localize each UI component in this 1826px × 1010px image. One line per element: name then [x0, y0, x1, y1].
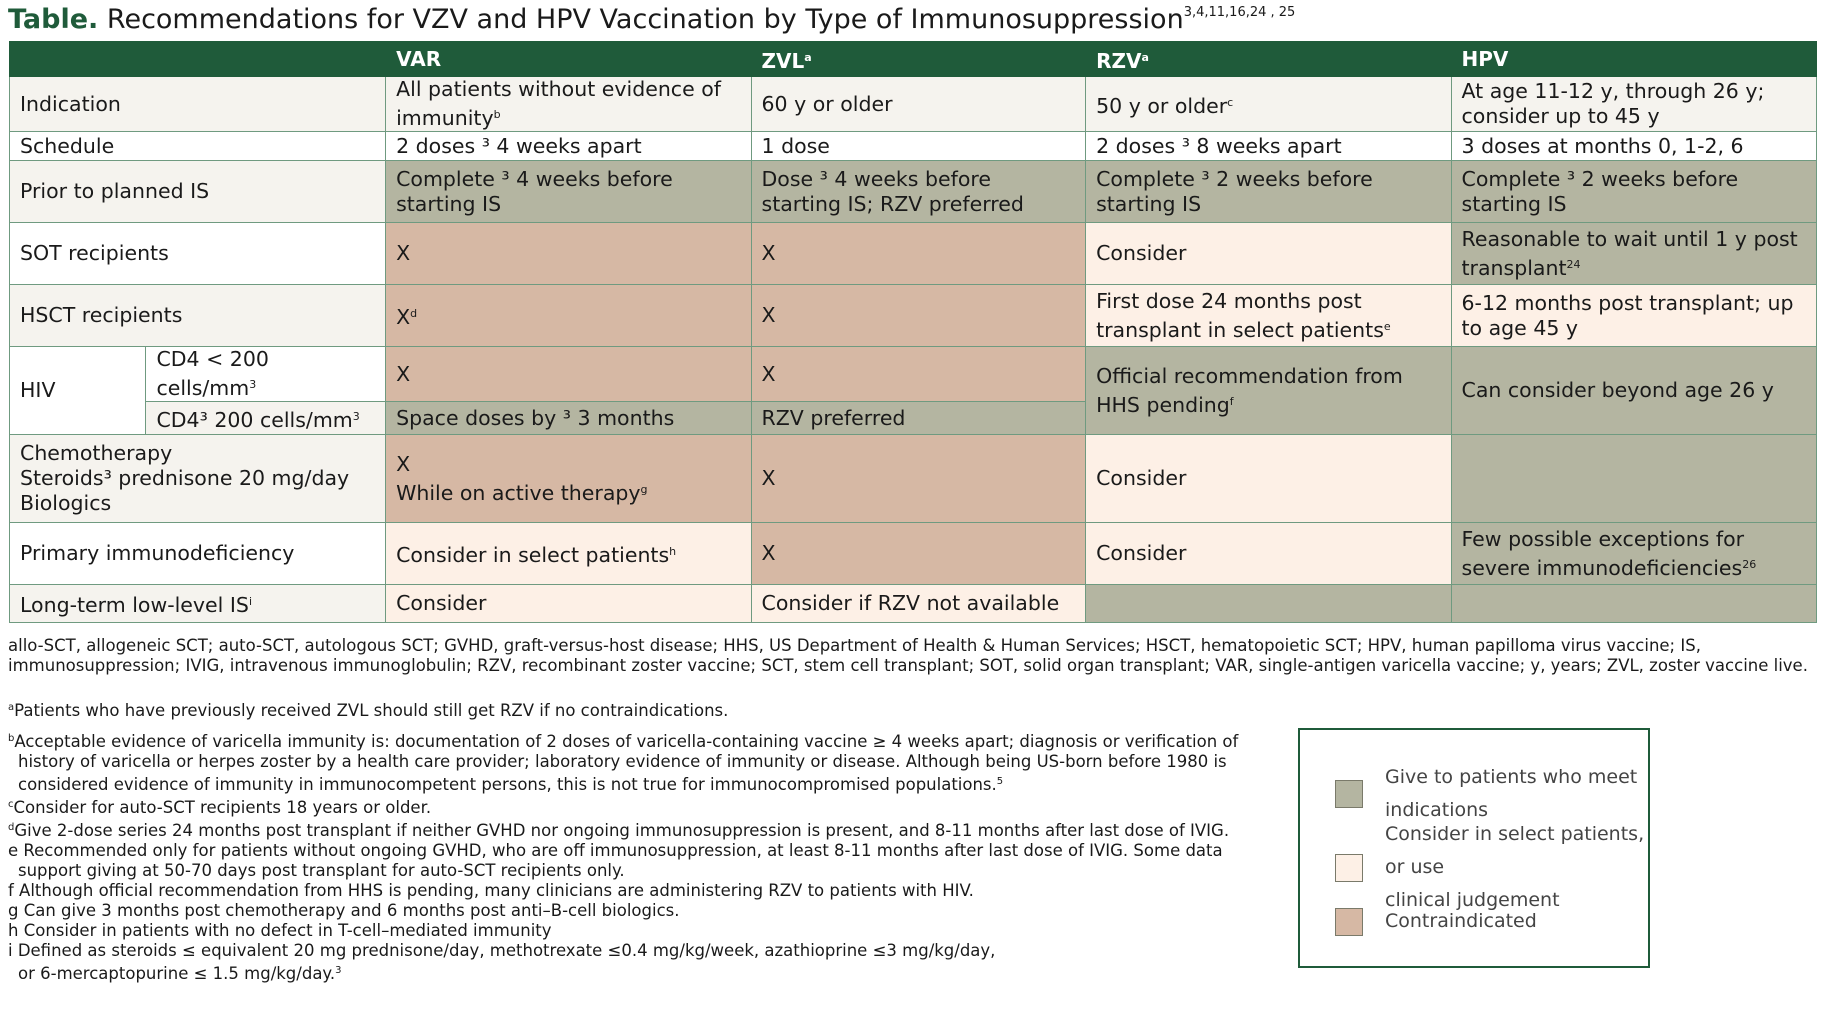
- cell-var: X: [386, 347, 751, 402]
- legend-item-contra: [1335, 905, 1537, 938]
- cell-rzv: Consider: [1086, 223, 1451, 285]
- cell-var: Consider in select patients$^h$: [386, 523, 751, 585]
- cell-hpv: 3 doses at months 0, 1-2, 6: [1451, 132, 1816, 161]
- cell-zvl: 60 y or older: [751, 77, 1086, 132]
- sublabel-cd4-low: CD4 < 200 cells/$mm^3$: [146, 347, 386, 402]
- header-hpv: HPV: [1451, 42, 1816, 77]
- cell-rzv: Complete ³ 2 weeks before starting IS: [1086, 161, 1451, 223]
- cell-var: X While on active therapy$^g$: [386, 435, 751, 523]
- row-hiv-low: [10, 347, 1817, 402]
- row-label-hiv: HIV: [10, 347, 146, 435]
- abbreviations-line: allo-SCT, allogeneic SCT; auto-SCT, autologous SCT; GVHD, graft-versus-host disease; HHS, US Department of Health & Human Services; HSCT, hematopoietic SCT; HPV, human papilloma virus vaccine; IS,: [8, 636, 1701, 655]
- footnote-b-cont: history of varicella or herpes zoster by a health care provider; laboratory evidence of immunity or disease. Although being US-born before 1980 is: [18, 752, 1227, 771]
- row-hsct: [10, 285, 1817, 347]
- cell-var: Consider: [386, 585, 751, 623]
- row-label: SOT recipients: [10, 223, 386, 285]
- row-label: Primary immunodeficiency: [10, 523, 386, 585]
- legend-label: Contraindicated: [1385, 910, 1537, 932]
- row-label: Chemotherapy Steroids³ prednisone 20 mg/day Biologics: [10, 435, 386, 523]
- footnotes: [8, 698, 1238, 984]
- row-longterm: [10, 585, 1817, 623]
- footnote-g: g Can give 3 months post chemotherapy and 6 months post anti–B-cell biologics.: [8, 901, 680, 920]
- legend-swatch-give: [1335, 780, 1363, 808]
- cell-hpv: At age 11-12 y, through 26 y; consider up to 45 y: [1451, 77, 1816, 132]
- legend-item-consider: [1335, 818, 1648, 917]
- cell-zvl: X: [751, 347, 1086, 402]
- legend-label: Give to patients who meet indications: [1385, 766, 1638, 821]
- header-row: [10, 42, 1817, 77]
- header-var: VAR: [386, 42, 751, 77]
- cell-zvl: RZV preferred: [751, 402, 1086, 435]
- footnote-e-cont: support giving at 50-70 days post transplant for auto-SCT recipients only.: [18, 861, 625, 880]
- cell-rzv: Consider: [1086, 523, 1451, 585]
- cell-hpv: [1451, 435, 1816, 523]
- footnote-c: $^c$Consider for auto-SCT recipients 18 years or older.: [8, 798, 432, 817]
- abbreviations: [8, 636, 1808, 676]
- cell-hpv: Reasonable to wait until 1 y post transplant$^{24}$: [1451, 223, 1816, 285]
- footnote-f: f Although official recommendation from HHS is pending, many clinicians are administering RZV to patients with HIV.: [8, 881, 974, 900]
- cell-rzv: [1086, 585, 1451, 623]
- footnote-a: $^a$Patients who have previously received ZVL should still get RZV if no contraindications.: [8, 701, 729, 720]
- cell-hpv: [1451, 585, 1816, 623]
- header-rzv: RZV$^a$: [1086, 42, 1451, 77]
- footnote-b-cont: considered evidence of immunity in immunocompetent persons, this is not true for immunocompromised populations.$^5$: [18, 775, 1004, 794]
- header-zvl: ZVL$^a$: [751, 42, 1086, 77]
- cell-var: $X^d$: [386, 285, 751, 347]
- cell-rzv: Official recommendation from HHS pending$^f$: [1086, 347, 1451, 435]
- cell-zvl: 1 dose: [751, 132, 1086, 161]
- cell-zvl: X: [751, 223, 1086, 285]
- cell-hpv: Can consider beyond age 26 y: [1451, 347, 1816, 435]
- legend-swatch-contra: [1335, 908, 1363, 936]
- row-indication: [10, 77, 1817, 132]
- row-sot: [10, 223, 1817, 285]
- title-text: Recommendations for VZV and HPV Vaccination by Type of Immunosuppression: [106, 4, 1184, 35]
- footnote-i-cont: or 6-mercaptopurine ≤ 1.5 mg/kg/day.$^3$: [18, 964, 342, 983]
- row-chemo: [10, 435, 1817, 523]
- footnote-h: h Consider in patients with no defect in T-cell–mediated immunity: [8, 921, 552, 940]
- cell-var: Space doses by ³ 3 months: [386, 402, 751, 435]
- legend-swatch-consider: [1335, 854, 1363, 882]
- row-label: Indication: [10, 77, 386, 132]
- vaccination-table: [9, 41, 1817, 623]
- row-label: Schedule: [10, 132, 386, 161]
- row-label: Long-term low-level $IS^i$: [10, 585, 386, 623]
- footnote-d: $^d$Give 2-dose series 24 months post transplant if neither GVHD nor ongoing immunosuppression is present, and 8-11 months after last dose of IVIG.: [8, 821, 1230, 840]
- row-prior: [10, 161, 1817, 223]
- row-label: Prior to planned IS: [10, 161, 386, 223]
- cell-zvl: Consider if RZV not available: [751, 585, 1086, 623]
- abbreviations-line: immunosuppression; IVIG, intravenous immunoglobulin; RZV, recombinant zoster vaccine; SCT, stem cell transplant; SOT, solid organ transplant; VAR, single-antigen varicella vaccine; y, years; ZVL, zoster vaccine live.: [8, 656, 1808, 675]
- legend-label: Consider in select patients, or use clinical judgement: [1385, 823, 1645, 911]
- cell-var: Complete ³ 4 weeks before starting IS: [386, 161, 751, 223]
- footnote-b: $^b$Acceptable evidence of varicella immunity is: documentation of 2 doses of varicella-containing vaccine ≥ 4 weeks apart; diagnosis or verification of: [8, 732, 1239, 751]
- cell-var: X: [386, 223, 751, 285]
- row-label: HSCT recipients: [10, 285, 386, 347]
- cell-rzv: 50 y or older$^c$: [1086, 77, 1451, 132]
- row-primary: [10, 523, 1817, 585]
- cell-hpv: 6-12 months post transplant; up to age 45 y: [1451, 285, 1816, 347]
- title-lead: Table.: [8, 4, 99, 35]
- cell-zvl: X: [751, 285, 1086, 347]
- cell-var: 2 doses ³ 4 weeks apart: [386, 132, 751, 161]
- cell-rzv: 2 doses ³ 8 weeks apart: [1086, 132, 1451, 161]
- legend: [1298, 728, 1650, 968]
- table-title: [8, 4, 1295, 35]
- row-schedule: [10, 132, 1817, 161]
- cell-var: All patients without evidence of immunity$^b$: [386, 77, 751, 132]
- cell-zvl: X: [751, 523, 1086, 585]
- footnote-e: e Recommended only for patients without ongoing GVHD, who are off immunosuppression, at least 8-11 months after last dose of IVIG. Some data: [8, 841, 1223, 860]
- sublabel-cd4-high: CD4³ 200 cells/$mm^3$: [146, 402, 386, 435]
- cell-hpv: Few possible exceptions for severe immunodeficiencies$^{26}$: [1451, 523, 1816, 585]
- cell-zvl: X: [751, 435, 1086, 523]
- cell-hpv: Complete ³ 2 weeks before starting IS: [1451, 161, 1816, 223]
- cell-zvl: Dose ³ 4 weeks before starting IS; RZV preferred: [751, 161, 1086, 223]
- cell-rzv: Consider: [1086, 435, 1451, 523]
- footnote-i: i Defined as steroids ≤ equivalent 20 mg prednisone/day, methotrexate ≤0.4 mg/kg/week, azathioprine ≤3 mg/kg/day,: [8, 941, 996, 960]
- header-empty: [10, 42, 386, 77]
- cell-rzv: First dose 24 months post transplant in select patients$^e$: [1086, 285, 1451, 347]
- title-refs: 3,4,11,16,24 , 25: [1183, 5, 1296, 20]
